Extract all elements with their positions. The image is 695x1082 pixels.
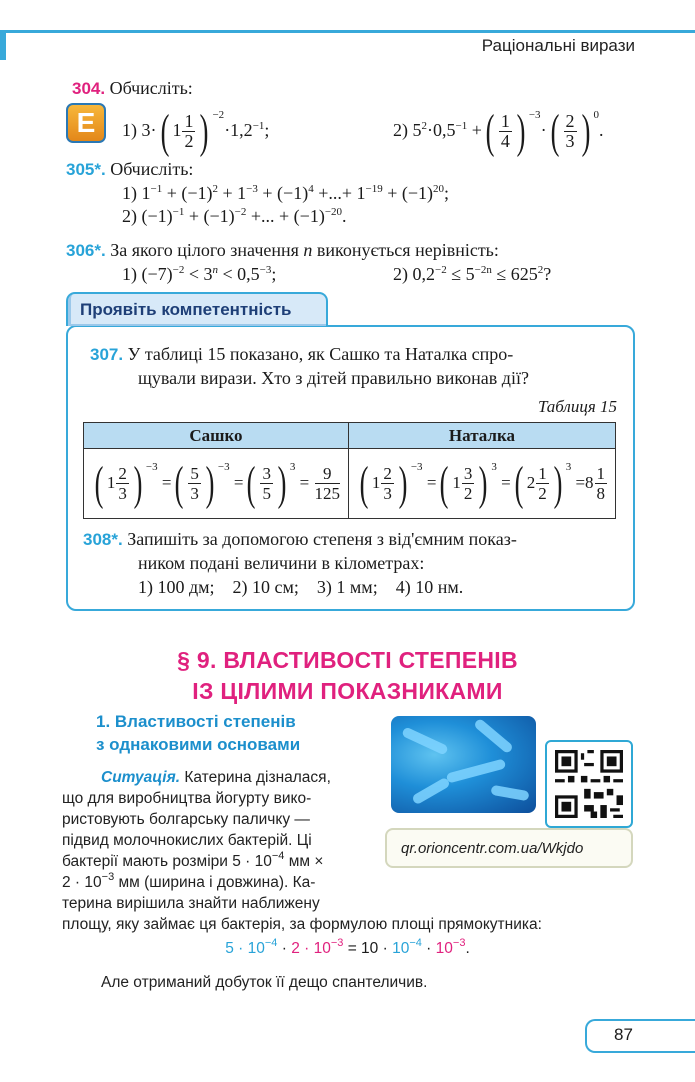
expr-part: (−1)	[141, 206, 173, 226]
problem-307-line-2: щували вирази. Хто з дітей правильно виконав дії?	[138, 368, 529, 388]
fraction	[260, 464, 273, 503]
exponent: −1	[150, 183, 163, 195]
denominator: 3	[190, 484, 199, 503]
paren-open: (	[175, 456, 184, 510]
paren-open: (	[247, 456, 256, 510]
formula-part: 10	[392, 940, 410, 957]
exponent: −19	[365, 183, 383, 195]
expr-part: ·1,2	[224, 120, 253, 140]
fraction	[595, 464, 608, 503]
paren-open: (	[359, 456, 369, 510]
numerator: 3	[262, 464, 271, 483]
exponent: 3	[491, 460, 497, 473]
punct: ;	[271, 264, 277, 284]
qr-url-link[interactable]: qr.orioncentr.com.ua/Wkjdo	[385, 828, 633, 868]
operator: =	[501, 472, 511, 492]
body-text: 2 · 10	[62, 874, 102, 891]
paren-open: (	[440, 456, 449, 510]
exponent: 3	[565, 460, 572, 473]
exponent: −2n	[474, 264, 492, 276]
exponent: −3	[217, 460, 230, 473]
problem-305-item-2	[122, 204, 347, 228]
whole-part: 8	[585, 472, 594, 492]
exponent: −2	[234, 206, 247, 218]
punct: ;	[264, 120, 270, 140]
fraction	[182, 112, 195, 151]
operator: +	[471, 120, 482, 140]
problem-number: 304.	[72, 79, 106, 98]
expr-part: + (−1)	[184, 206, 235, 226]
exponent: −3	[330, 937, 344, 949]
column-header-natalka: Наталка	[348, 423, 615, 449]
numerator: 3	[463, 464, 473, 483]
exponent: −1	[172, 206, 185, 218]
operator: =	[299, 472, 310, 492]
bacterium-shape	[490, 785, 529, 801]
expr-part: + 1	[218, 183, 247, 203]
exponent: 2	[421, 120, 427, 132]
exponent: −4	[264, 937, 278, 949]
solutions-table	[83, 422, 616, 519]
paren-open: (	[485, 104, 495, 158]
problem-305-item-1	[122, 181, 449, 205]
paren-open: (	[160, 104, 169, 158]
item-label: 1)	[122, 264, 137, 284]
exponent: −3	[452, 937, 466, 949]
fraction	[564, 112, 577, 151]
numerator: 1	[596, 464, 606, 483]
exponent: −3	[246, 183, 258, 195]
exponent: −4	[409, 937, 422, 949]
problem-number: 305*.	[66, 160, 106, 179]
problem-308-line-2: ником подані величини в кілометрах:	[138, 553, 425, 573]
problem-label: За якого цілого значення	[110, 240, 304, 260]
section-title-line-2: ІЗ ЦІЛИМИ ПОКАЗНИКАМИ	[192, 678, 503, 704]
body-text: мм (ширина і довжина). Ка-	[114, 874, 316, 891]
exponent: −2	[435, 264, 447, 276]
operator: ·	[540, 120, 547, 140]
paren-close: )	[277, 456, 287, 510]
exponent: −1	[252, 120, 265, 132]
subsection-title-line-2: з однаковими основами	[96, 735, 301, 754]
numerator: 2	[118, 464, 127, 483]
expr-part: + (−1)	[162, 183, 213, 203]
subsection-title	[96, 710, 300, 756]
punct: .	[342, 206, 347, 226]
paren-open: (	[94, 456, 104, 510]
denominator: 4	[500, 131, 510, 152]
fraction	[536, 464, 549, 503]
punct: ;	[444, 183, 450, 203]
bacterium-shape	[401, 726, 449, 755]
expr-part: 0,2	[412, 264, 435, 284]
expr-part: < 0,5	[218, 264, 260, 284]
problem-307-line-1	[90, 342, 513, 367]
qr-code-icon	[555, 750, 623, 818]
problem-text: У таблиці 15 показано, як Сашко та Наталка спро-	[127, 344, 514, 364]
body-text: бактерії мають розміри 5 · 10	[62, 853, 272, 870]
exponent: −4	[271, 850, 285, 862]
variable: n	[303, 240, 313, 260]
exponent: 4	[308, 183, 314, 195]
fraction	[116, 464, 129, 503]
sashko-solution	[84, 449, 349, 519]
numerator: 1	[184, 111, 194, 132]
paren-close: )	[205, 456, 215, 510]
exponent: −3	[528, 109, 541, 121]
expr-part: + (−1)	[257, 183, 309, 203]
header-accent-bar	[0, 30, 6, 60]
fraction	[462, 464, 475, 503]
qr-code-card[interactable]	[545, 740, 633, 828]
problem-304-heading	[72, 76, 193, 101]
expr-part: +... + (−1)	[246, 206, 325, 226]
exponent: 2	[212, 183, 219, 195]
situation-line-6	[62, 872, 315, 894]
exponent: 0	[593, 109, 600, 121]
whole-part: 2	[526, 472, 536, 492]
problem-label: виконується нерівність:	[312, 240, 499, 260]
denominator: 2	[538, 484, 547, 503]
exponent: −20	[324, 206, 343, 218]
item-label: 2)	[122, 206, 137, 226]
operator: ·	[277, 940, 292, 957]
situation-line-7: терина вирішила знайти наближену	[62, 895, 320, 912]
bacterium-shape	[411, 777, 451, 806]
natalka-solution	[348, 449, 615, 519]
paren-close: )	[398, 456, 408, 510]
denominator: 8	[596, 484, 606, 503]
section-title-line-1: § 9. ВЛАСТИВОСТІ СТЕПЕНІВ	[177, 647, 518, 673]
paren-close: )	[581, 104, 590, 158]
page-number-box	[585, 1019, 695, 1053]
fraction	[188, 464, 201, 503]
formula-part: 2 · 10	[291, 940, 331, 957]
item-label: 2)	[393, 264, 408, 284]
situation-label: Ситуація.	[101, 769, 181, 786]
closing-sentence: Але отриманий добуток її дещо спантеличив.	[101, 974, 428, 991]
problem-label: Обчисліть:	[110, 159, 194, 179]
operator: =	[161, 472, 172, 492]
exponent: −2	[212, 109, 225, 121]
formula-part: 10	[435, 940, 453, 957]
situation-line-1	[101, 767, 331, 789]
item-label: 2)	[393, 120, 408, 140]
exponent: 20	[433, 183, 445, 195]
denominator: 5	[262, 484, 271, 503]
denominator: 2	[184, 131, 194, 152]
operator: =	[426, 472, 437, 492]
expr-part: 3·	[141, 120, 157, 140]
problem-number: 307.	[90, 345, 124, 364]
paren-close: )	[553, 456, 563, 510]
problem-305-heading	[66, 157, 193, 182]
bacterium-shape	[473, 718, 514, 755]
expr-part: (−7)	[141, 264, 173, 284]
paren-open: (	[514, 456, 524, 510]
item-label: 1)	[122, 183, 137, 203]
exponent: −3	[101, 871, 115, 883]
numerator: 2	[565, 111, 575, 132]
page-number: 87	[614, 1025, 633, 1044]
punct: .	[465, 940, 470, 957]
numerator: 1	[538, 464, 547, 483]
whole-part: 1	[371, 472, 381, 492]
numerator: 1	[500, 111, 510, 132]
bacterium-shape	[446, 758, 507, 783]
competence-tab: Проявіть компетентність	[66, 292, 328, 326]
exponent: n	[212, 264, 219, 276]
problem-306-item-2	[393, 262, 551, 286]
body-text: мм ×	[284, 853, 324, 870]
exponent: −3	[145, 460, 158, 473]
expr-part: +...+ 1	[313, 183, 366, 203]
denominator: 125	[314, 484, 341, 503]
operator: = 10 ·	[343, 940, 393, 957]
expr-part: ≤ 625	[491, 264, 538, 284]
problem-308-line-1	[83, 527, 517, 552]
numerator: 5	[190, 464, 199, 483]
exponent: −1	[455, 120, 468, 132]
operator: =	[575, 472, 586, 492]
fraction	[315, 464, 341, 503]
problem-number: 306*.	[66, 241, 106, 260]
paren-close: )	[133, 456, 143, 510]
subsection-title-line-1: 1. Властивості степенів	[96, 712, 296, 731]
problem-label: Обчисліть:	[109, 78, 193, 98]
situation-line-2: що для виробництва йогурту вико-	[62, 790, 312, 807]
body-text: Катерина дізналася,	[180, 769, 331, 786]
expr-part: 1	[141, 183, 151, 203]
denominator: 3	[383, 484, 392, 503]
operator: =	[233, 472, 244, 492]
whole-part: 1	[452, 472, 461, 492]
paren-close: )	[516, 104, 526, 158]
numerator: 2	[383, 464, 392, 483]
expr-part: ·0,5	[427, 120, 456, 140]
fraction	[381, 464, 394, 503]
situation-line-5	[62, 851, 323, 873]
area-formula	[0, 937, 695, 958]
expr-part: 5	[412, 120, 422, 140]
expr-part: + (−1)	[382, 183, 434, 203]
denominator: 3	[565, 131, 575, 152]
situation-line-4: підвид молочнокислих бактерій. Ці	[62, 832, 312, 849]
running-header-title: Раціональні вирази	[481, 36, 635, 55]
problem-306-heading	[66, 238, 499, 263]
situation-line-3: ристовують болгарську паличку —	[62, 811, 310, 828]
expr-part: ≤ 5	[446, 264, 475, 284]
denominator: 3	[118, 484, 127, 503]
exponent: −3	[259, 264, 272, 276]
problem-304-item-1	[122, 104, 270, 158]
level-e-icon: E	[66, 103, 106, 143]
punct: ?	[543, 264, 552, 284]
item-label: 1)	[122, 120, 137, 140]
problem-number: 308*.	[83, 530, 123, 549]
exponent: 2	[537, 264, 544, 276]
situation-line-8: площу, яку займає ця бактерія, за формулою площі прямокутника:	[62, 916, 542, 933]
formula-part: 5 · 10	[225, 940, 265, 957]
problem-304-item-2	[393, 104, 604, 158]
whole-part: 1	[106, 472, 116, 492]
numerator: 9	[315, 464, 341, 484]
whole-part: 1	[172, 120, 182, 140]
bacteria-image	[391, 716, 536, 813]
problem-text: Запишіть за допомогою степеня з від'ємним показ-	[127, 529, 517, 549]
problem-308-line-3: 1) 100 дм; 2) 10 см; 3) 1 мм; 4) 10 нм.	[138, 577, 464, 597]
exponent: −2	[172, 264, 185, 276]
paren-open: (	[550, 104, 559, 158]
fraction	[499, 112, 512, 151]
paren-close: )	[478, 456, 488, 510]
punct: .	[599, 120, 604, 140]
problem-306-item-1	[122, 262, 276, 286]
exponent: −3	[410, 460, 423, 473]
column-header-sashko: Сашко	[84, 423, 349, 449]
operator: ·	[421, 940, 436, 957]
expr-part: < 3	[184, 264, 213, 284]
denominator: 2	[463, 484, 473, 503]
exponent: 3	[289, 460, 296, 473]
paren-close: )	[200, 104, 209, 158]
table-caption: Таблиця 15	[537, 397, 617, 416]
